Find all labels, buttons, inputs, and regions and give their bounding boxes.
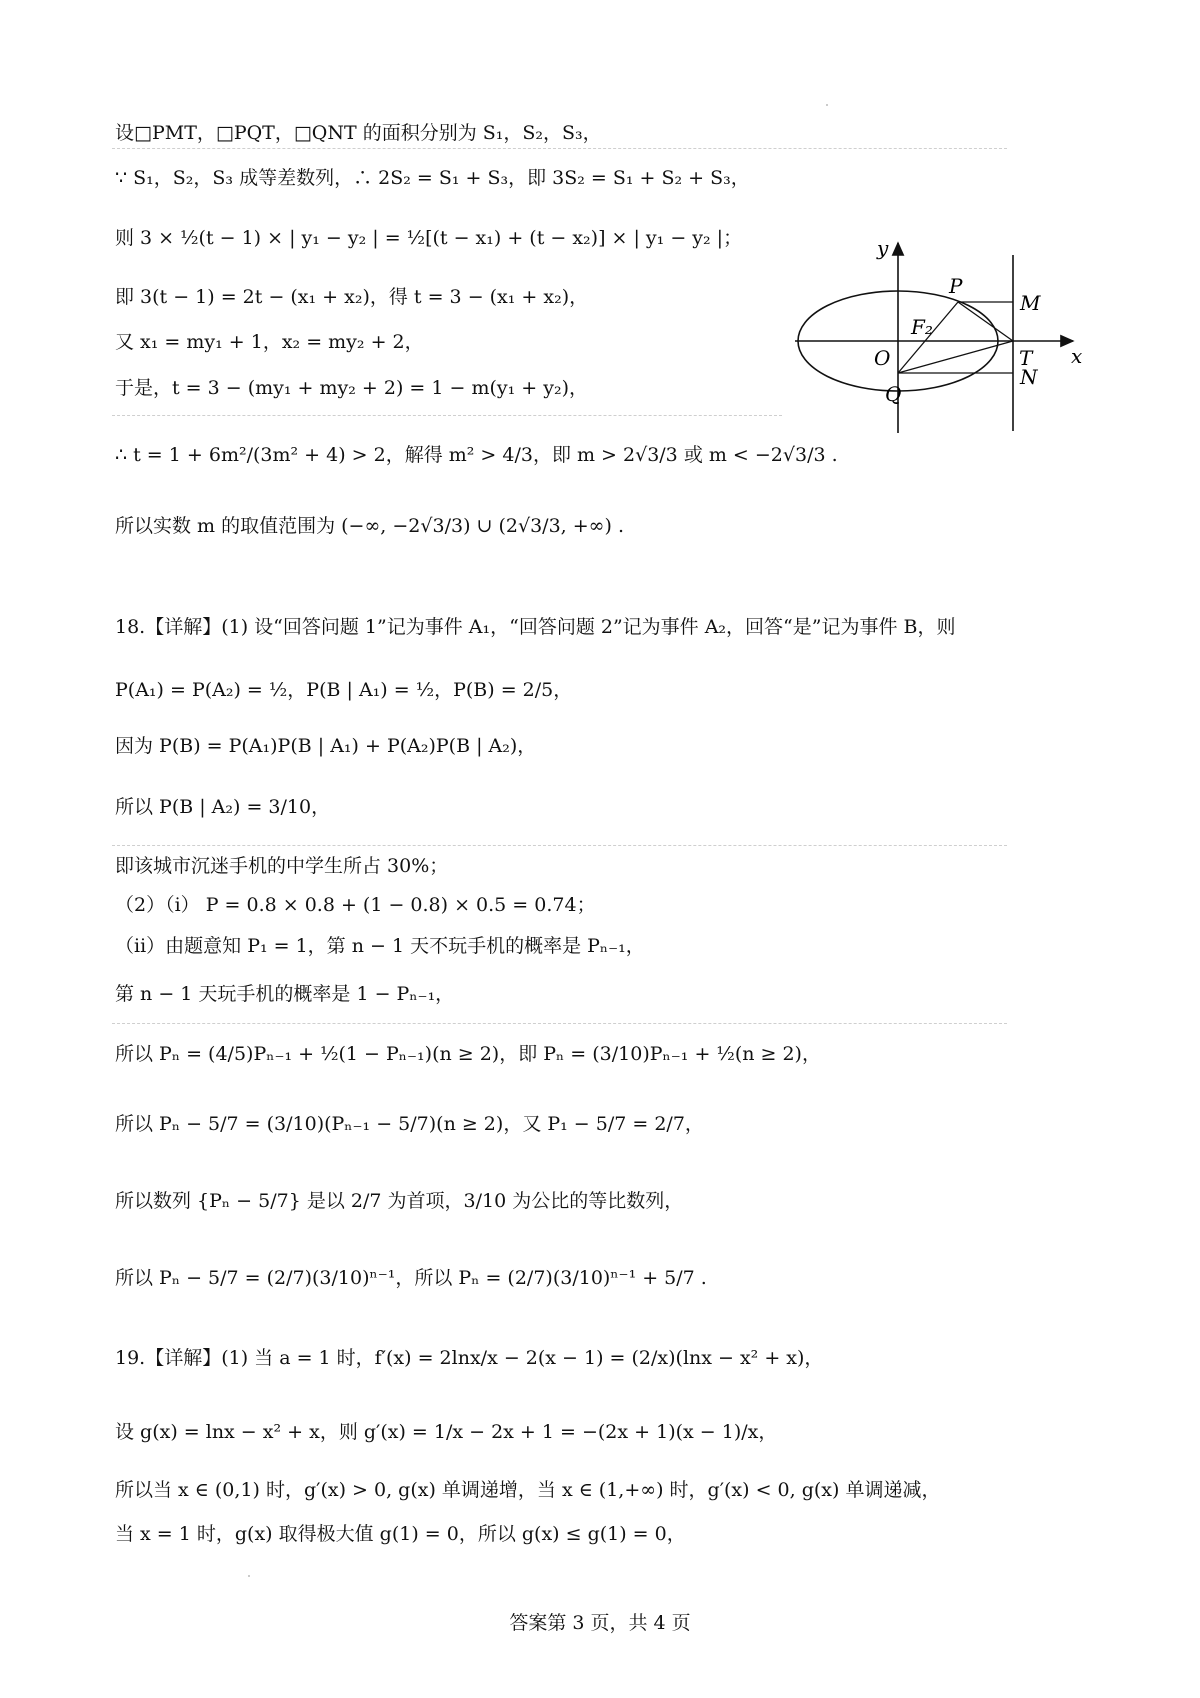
text-line-8: 所以实数 m 的取值范围为 (−∞, −2√3/3) ∪ (2√3/3, +∞) .: [115, 515, 624, 537]
text-line-20: 所以 Pₙ − 5/7 = (2/7)(3/10)ⁿ⁻¹，所以 Pₙ = (2/7)(3/10)ⁿ⁻¹ + 5/7 .: [115, 1267, 707, 1289]
text-line-10: P(A₁) = P(A₂) = ½，P(B | A₁) = ½，P(B) = 2/5，: [115, 679, 573, 701]
text-line-24: 当 x = 1 时，g(x) 取得极大值 g(1) = 0，所以 g(x) ≤ g(1) = 0，: [115, 1523, 686, 1545]
label-t: T: [1019, 346, 1033, 370]
text-line-4: 即 3(t − 1) = 2t − (x₁ + x₂)，得 t = 3 − (x₁ + x₂)，: [115, 286, 589, 308]
page-footer: 答案第 3 页，共 4 页: [509, 1612, 691, 1634]
text-line-6: 于是，t = 3 − (my₁ + my₂ + 2) = 1 − m(y₁ + y₂)，: [115, 377, 588, 399]
label-q: Q: [885, 382, 902, 406]
label-p: P: [949, 274, 963, 298]
text-line-9: 18.【详解】(1) 设“回答问题 1”记为事件 A₁，“回答问题 2”记为事件 A₂，回答“是”记为事件 B，则: [115, 616, 956, 638]
text-line-21: 19.【详解】(1) 当 a = 1 时，f′(x) = 2lnx/x − 2(x − 1) = (2/x)(lnx − x² + x)，: [115, 1347, 824, 1369]
label-m: M: [1020, 291, 1041, 315]
text-line-22: 设 g(x) = lnx − x² + x，则 g′(x) = 1/x − 2x + 1 = −(2x + 1)(x − 1)/x，: [115, 1421, 778, 1443]
segment-qt: [898, 341, 1013, 373]
text-line-1: 设□PMT，□PQT，□QNT 的面积分别为 S₁，S₂，S₃，: [115, 122, 602, 144]
text-line-19: 所以数列 {Pₙ − 5/7} 是以 2/7 为首项，3/10 为公比的等比数列，: [115, 1190, 684, 1212]
text-line-2: ∵ S₁，S₂，S₃ 成等差数列，∴ 2S₂ = S₁ + S₃，即 3S₂ = S₁ + S₂ + S₃，: [115, 167, 750, 189]
ellipse-figure: [795, 237, 1095, 437]
text-line-18: 所以 Pₙ − 5/7 = (3/10)(Pₙ₋₁ − 5/7)(n ≥ 2)，又 P₁ − 5/7 = 2/7，: [115, 1113, 704, 1135]
text-line-14: （2）（ⅰ） P = 0.8 × 0.8 + (1 − 0.8) × 0.5 = 0.74；: [115, 894, 596, 916]
text-line-17: 所以 Pₙ = (4/5)Pₙ₋₁ + ½(1 − Pₙ₋₁)(n ≥ 2)，即 Pₙ = (3/10)Pₙ₋₁ + ½(n ≥ 2)，: [115, 1043, 821, 1065]
separator: [112, 148, 1007, 149]
text-line-13: 即该城市沉迷手机的中学生所占 30%；: [115, 855, 449, 877]
separator: [112, 1023, 1007, 1024]
separator: [112, 845, 1007, 846]
text-line-15: （ⅱ）由题意知 P₁ = 1，第 n − 1 天不玩手机的概率是 Pₙ₋₁，: [115, 935, 645, 957]
separator: [112, 415, 782, 416]
segment-pt: [958, 302, 1013, 341]
label-o: O: [874, 346, 891, 370]
label-f2: F₂: [911, 315, 933, 339]
speck: [826, 104, 828, 106]
text-line-7: ∴ t = 1 + 6m²/(3m² + 4) > 2，解得 m² > 4/3，即 m > 2√3/3 或 m < −2√3/3 .: [115, 444, 838, 466]
label-y: y: [877, 237, 889, 260]
text-line-23: 所以当 x ∈ (0,1) 时，g′(x) > 0, g(x) 单调递增，当 x ∈ (1,+∞) 时，g′(x) < 0, g(x) 单调递减，: [115, 1479, 941, 1501]
text-line-11: 因为 P(B) = P(A₁)P(B | A₁) + P(A₂)P(B | A₂)，: [115, 735, 537, 757]
speck: [248, 1575, 250, 1577]
text-line-16: 第 n − 1 天玩手机的概率是 1 − Pₙ₋₁，: [115, 983, 455, 1005]
text-line-12: 所以 P(B | A₂) = 3/10，: [115, 796, 331, 818]
label-x: x: [1071, 344, 1083, 368]
label-n: N: [1020, 365, 1038, 389]
text-line-3: 则 3 × ½(t − 1) × | y₁ − y₂ | = ½[(t − x₁) + (t − x₂)] × | y₁ − y₂ |；: [115, 227, 743, 249]
text-line-5: 又 x₁ = my₁ + 1，x₂ = my₂ + 2，: [115, 331, 424, 353]
